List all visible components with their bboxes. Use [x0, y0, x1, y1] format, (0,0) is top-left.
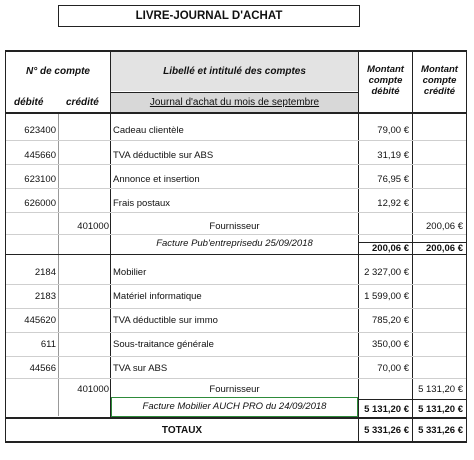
- totals-credit: 5 331,26 €: [418, 425, 463, 436]
- amount-credit-header-line1: Montant: [421, 64, 458, 75]
- debit-amount: 70,00 €: [377, 363, 409, 374]
- row-line: [6, 284, 466, 285]
- table-bottom-line: [5, 441, 467, 443]
- amount-debit-header: [359, 64, 412, 97]
- invoice-note: Facture Mobilier AUCH PRO du 24/09/2018: [142, 401, 327, 412]
- debit-amount: 31,19 €: [377, 150, 409, 161]
- entry-label: Cadeau clientèle: [113, 125, 184, 136]
- entry-label: Frais postaux: [113, 198, 171, 209]
- entry-label: Mobilier: [113, 267, 147, 278]
- debit-account: 2184: [34, 267, 56, 278]
- debit-account: 2183: [34, 291, 56, 302]
- credit-account: 401000: [77, 221, 109, 232]
- row-line: [6, 188, 466, 189]
- amount-debit-header-line2: compte: [368, 75, 403, 86]
- entry-label: Sous-traitance générale: [113, 339, 214, 350]
- amount-debit-header-line1: Montant: [367, 64, 404, 75]
- page-title: LIVRE-JOURNAL D'ACHAT: [135, 10, 283, 22]
- amount-credit-header-line2: compte: [422, 75, 457, 86]
- subtotal-credit: 5 131,20 €: [418, 404, 463, 415]
- journal-month-label: Journal d'achat du mois de septembre: [149, 97, 320, 108]
- row-line: [6, 234, 466, 235]
- entry-label: Annonce et insertion: [113, 174, 200, 185]
- supplier-label: Fournisseur: [209, 384, 260, 395]
- invoice-note-cell-selected[interactable]: [111, 397, 358, 417]
- totals-debit: 5 331,26 €: [364, 425, 409, 436]
- amount-credit-header: [413, 64, 466, 97]
- entry-label: TVA déductible sur ABS: [113, 150, 214, 161]
- row-line: [6, 140, 466, 141]
- debit-account: 44566: [29, 363, 56, 374]
- block2-bottom-line: [6, 417, 466, 419]
- invoice-note: Facture Pub'entreprisedu 25/09/2018: [156, 238, 313, 249]
- credit-amount: 5 131,20 €: [418, 384, 463, 395]
- journal-month-top-line: [111, 92, 358, 93]
- debit-amount: 79,00 €: [377, 125, 409, 136]
- debit-account: 445660: [24, 150, 56, 161]
- entry-label: TVA déductible sur immo: [113, 315, 218, 326]
- totals-label: TOTAUX: [161, 425, 203, 436]
- table-right-border: [466, 50, 467, 442]
- label-header: Libellé et intitulé des comptes: [163, 66, 306, 77]
- debit-amount: 76,95 €: [377, 174, 409, 185]
- debit-amount: 350,00 €: [372, 339, 409, 350]
- col-divider-debit-credit: [58, 114, 59, 416]
- debit-account: 623400: [24, 125, 56, 136]
- debit-account: 445620: [24, 315, 56, 326]
- row-line: [6, 212, 466, 213]
- account-number-header: N° de compte: [25, 66, 90, 77]
- credit-header: crédité: [66, 97, 99, 108]
- title-box: [58, 5, 360, 27]
- amount-debit-header-line3: débité: [371, 86, 400, 97]
- debit-amount: 785,20 €: [372, 315, 409, 326]
- row-line: [6, 164, 466, 165]
- supplier-label: Fournisseur: [209, 221, 260, 232]
- debit-account: 626000: [24, 198, 56, 209]
- subtotal-credit: 200,06 €: [426, 243, 463, 254]
- credit-account: 401000: [77, 384, 109, 395]
- row-line: [6, 378, 466, 379]
- table-top-border: [5, 50, 467, 52]
- subtotal2-top-line: [358, 399, 466, 400]
- amount-credit-header-line3: crédité: [423, 86, 456, 97]
- row-line: [6, 332, 466, 333]
- debit-amount: 2 327,00 €: [364, 267, 409, 278]
- entry-label: TVA sur ABS: [113, 363, 168, 374]
- credit-amount: 200,06 €: [426, 221, 463, 232]
- debit-account: 623100: [24, 174, 56, 185]
- debit-amount: 1 599,00 €: [364, 291, 409, 302]
- entry-label: Matériel informatique: [113, 291, 202, 302]
- table-left-border: [5, 50, 6, 442]
- debit-amount: 12,92 €: [377, 198, 409, 209]
- subtotal-debit: 5 131,20 €: [364, 404, 409, 415]
- debit-header: débité: [14, 97, 44, 108]
- debit-account: 611: [40, 339, 56, 350]
- row-line: [6, 356, 466, 357]
- row-line: [6, 308, 466, 309]
- header-bottom-border: [5, 112, 467, 114]
- subtotal-debit: 200,06 €: [372, 243, 409, 254]
